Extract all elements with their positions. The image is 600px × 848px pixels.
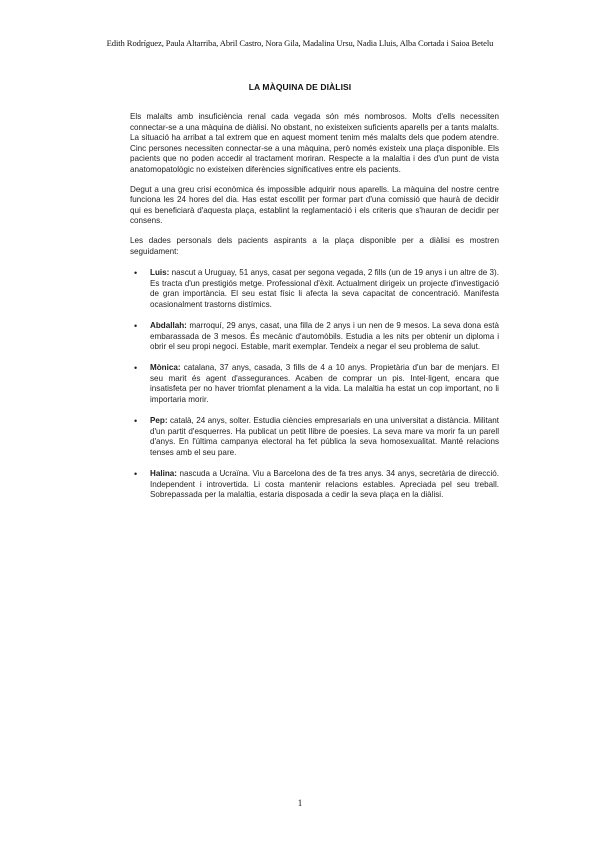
patient-description: catalana, 37 anys, casada, 3 fills de 4 a 10 anys. Propietària d'un bar de menjars. El seu marit és agent d'assegurances. Acaben de comprar un pis. Intel·ligent, encara que insatisfeta per no haver triomfat plenament a la vida. La malaltia ha estat un cop important, no li importaria morir. <box>150 363 499 405</box>
patient-description: català, 24 anys, solter. Estudia ciències empresarials en una universitat a distància. Militant d'un partit d'esquerres. Ha publicat un petit llibre de poesies. La seva mare va morir fa un parell d'anys. En l'última campanya electoral ha fet pública la seva homosexualitat. Manté relacions tenses amb el seu pare. <box>150 416 499 457</box>
bullet-icon: • <box>134 416 138 427</box>
list-item-patient-abdallah <box>130 321 499 353</box>
patient-description: marroquí, 29 anys, casat, una filla de 2 anys i un nen de 9 mesos. La seva dona està embarassada de 3 mesos. És mecànic d'automòbils. Estudia a les nits per obtenir un diploma i obrir el seu propi negoci. Estable, marit exemplar. Tendeix a negar el seu problema de salut. <box>150 321 499 352</box>
list-item-patient-monica <box>130 363 499 405</box>
document-title: LA MÀQUINA DE DIÀLISI <box>248 82 352 92</box>
patient-description: nascuda a Ucraïna. Viu a Barcelona des de fa tres anys. 34 anys, secretària de direcció. Independent i introvertida. Li costa mantenir relacions estables. Apreciada pel seu treball. Sobrepassada per la malaltia, estaria disposada a cedir la seva plaça en la diàlisi. <box>150 469 499 500</box>
patient-description: nascut a Uruguay, 51 anys, casat per segona vegada, 2 fills (un de 19 anys i un altre de 3). Es tracta d'un prestigiós metge. Professional d'èxit. Actualment dirigeix un projecte d'investigació de gran importància. El seu estat físic li afecta la seva capacitat de concentració. Manifesta ocasionalment trastorns distímics. <box>150 268 499 309</box>
list-item-patient-pep <box>130 416 499 458</box>
page-number: 1 <box>297 798 303 808</box>
bullet-icon: • <box>134 363 138 374</box>
paragraph-crisis: Degut a una greu crisi econòmica és impossible adquirir nous aparells. La màquina del nostre centre funciona les 24 hores del dia. Has estat escollit per formar part d'una comissió que haurà de decidir qui es beneficiarà d'aquesta plaça, establint la reglamentació i els criteris que s'hauran de decidir per consens. <box>130 184 499 226</box>
patient-name: Abdallah: <box>150 321 187 330</box>
paragraph-intro: Els malalts amb insuficiència renal cada vegada són més nombrosos. Molts d'ells necessiten connectar-se a una màquina de diàlisi. No obstant, no existeixen suficients aparells per a tants malalts. La situació ha arribat a tal extrem que en aquest moment tenim més malalts dels que podem atendre. Cinc persones necessiten connectar-se a una màquina, però només existeix una plaça disponible. Els pacients que no poden accedir al tractament moriran. Respecte a la malaltia i des d'un punt de vista anatomopatològic no existeixen diferències significatives entre els pacients. <box>130 112 499 174</box>
patient-list <box>130 268 499 501</box>
bullet-icon: • <box>134 268 138 279</box>
page-header-authors: Edith Rodríguez, Paula Altarriba, Abril Castro, Nora Gila, Madalina Ursu, Nadia Lluis, Alba Cortada i Saioa Betelu <box>106 38 494 48</box>
list-item-patient-luis <box>130 268 499 310</box>
document-body <box>130 112 499 511</box>
paragraph-patients-intro: Les dades personals dels pacients aspirants a la plaça disponible per a diàlisi es mostren seguidament: <box>130 235 499 256</box>
patient-name: Mònica: <box>150 363 181 373</box>
bullet-icon: • <box>134 321 138 331</box>
list-item-patient-halina <box>130 469 499 501</box>
patient-name: Halina: <box>150 469 177 479</box>
bullet-icon: • <box>134 469 138 480</box>
patient-name: Pep: <box>150 416 168 426</box>
patient-name: Luis: <box>150 268 170 278</box>
